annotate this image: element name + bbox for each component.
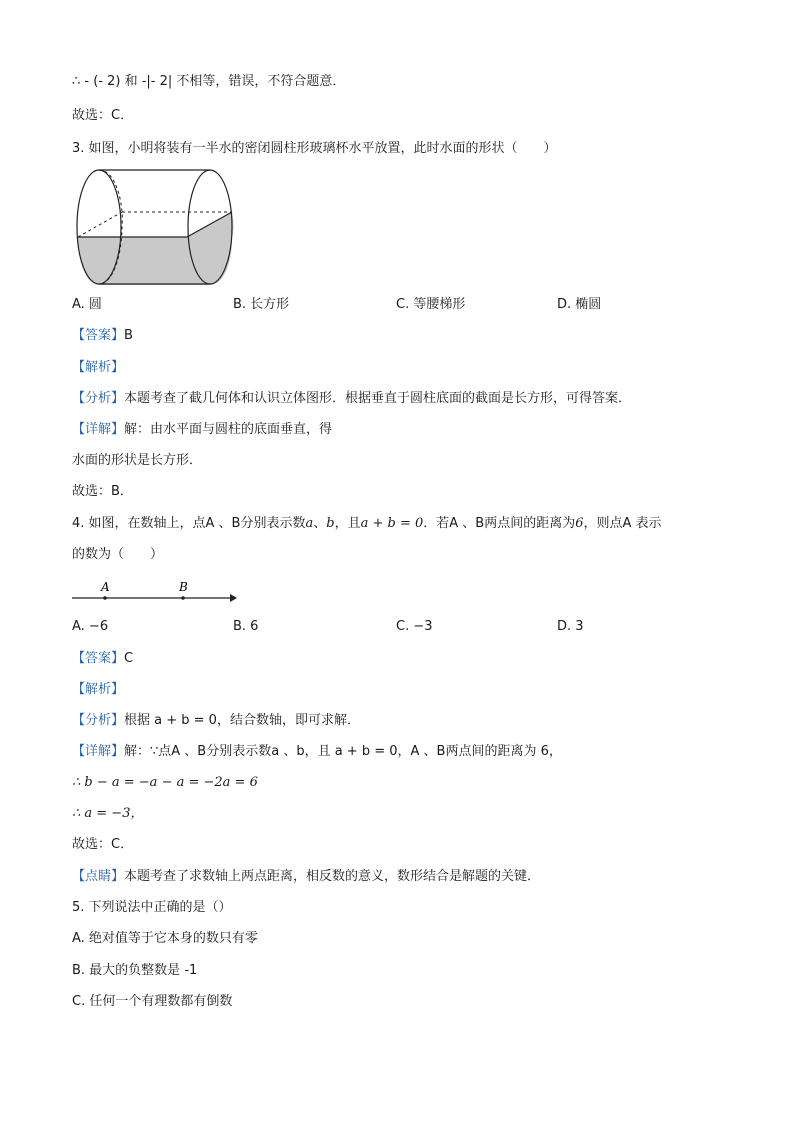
analysis-tag: 【分析】 bbox=[72, 713, 125, 728]
detail-text: 解：由水平面与圆柱的底面垂直，得 bbox=[124, 422, 333, 437]
q4-text-4: ．若A 、B两点间的距离为 bbox=[423, 516, 576, 531]
q5-option-a: A. 绝对值等于它本身的数只有零 bbox=[72, 931, 258, 946]
analysis-text: 本题考查了截几何体和认识立体图形．根据垂直于圆柱底面的截面是长方形，可得答案． bbox=[124, 391, 632, 406]
detail-tag: 【详解】 bbox=[72, 422, 125, 437]
q4-equation-2: ∴ a = −3， bbox=[72, 806, 144, 821]
analysis-text: 根据 a + b = 0，结合数轴，即可求解． bbox=[124, 713, 360, 728]
q3-stem: 3. 如图，小明将装有一半水的密闭圆柱形玻璃杯水平放置，此时水面的形状（ ） bbox=[72, 141, 557, 156]
q4-analysis bbox=[72, 712, 360, 730]
q4-answer bbox=[72, 650, 133, 668]
analysis-tag: 【分析】 bbox=[72, 391, 125, 406]
prev-choice: 故选：C． bbox=[72, 108, 134, 123]
q3-detail-line2: 水面的形状是长方形． bbox=[72, 453, 203, 468]
q4-number-line bbox=[70, 578, 240, 606]
answer-tag: 【答案】 bbox=[72, 328, 125, 343]
axis-arrow-icon bbox=[230, 594, 237, 602]
q5-option-c: C. 任何一个有理数都有倒数 bbox=[72, 994, 233, 1009]
right-end-ellipse bbox=[188, 170, 232, 284]
detail-tag: 【详解】 bbox=[72, 744, 125, 759]
q4-text-2: 、 bbox=[313, 516, 327, 531]
point-a-label: A bbox=[101, 580, 110, 594]
q5-option-b: B. 最大的负整数是 -1 bbox=[72, 963, 198, 978]
q4-text-5: ，则点A 表示 bbox=[583, 516, 662, 531]
q4-equation: a + b = 0 bbox=[360, 516, 424, 531]
q3-option-d: D. 椭圆 bbox=[557, 297, 602, 312]
q3-option-a: A. 圆 bbox=[72, 297, 102, 312]
q3-option-c: C. 等腰梯形 bbox=[396, 297, 466, 312]
q3-option-b: B. 长方形 bbox=[233, 297, 290, 312]
water-left-edge bbox=[78, 212, 122, 237]
point-b-label: B bbox=[179, 580, 188, 594]
q4-text-3: ，且 bbox=[334, 516, 361, 531]
q3-answer bbox=[72, 327, 133, 345]
q3-choice: 故选：B． bbox=[72, 484, 133, 499]
q4-var-b: b bbox=[326, 516, 335, 531]
q4-text-1: 4. 如图，在数轴上，点A 、B分别表示数 bbox=[72, 516, 306, 531]
answer-tag: 【答案】 bbox=[72, 651, 125, 666]
q4-stem bbox=[72, 515, 662, 533]
q3-detail bbox=[72, 421, 332, 439]
q4-option-a: A. −6 bbox=[72, 619, 109, 634]
q4-var-a: a bbox=[305, 516, 314, 531]
q3-analysis bbox=[72, 390, 631, 408]
q4-choice: 故选：C． bbox=[72, 837, 134, 852]
answer-value: C bbox=[124, 651, 134, 666]
q4-distance: 6 bbox=[575, 516, 584, 531]
q3-cylinder-figure bbox=[72, 167, 242, 289]
q4-equation-1: ∴ b − a = −a − a = −2a = 6 bbox=[72, 775, 258, 790]
q4-remark bbox=[72, 868, 540, 886]
q4-option-d: D. 3 bbox=[557, 619, 584, 634]
remark-tag: 【点睛】 bbox=[72, 869, 125, 884]
q4-option-b: B. 6 bbox=[233, 619, 259, 634]
detail-text: 解：∵点A 、B分别表示数a 、b，且 a + b = 0，A 、B两点间的距离为 6， bbox=[124, 744, 562, 759]
q4-detail bbox=[72, 743, 562, 761]
q5-stem: 5. 下列说法中正确的是（） bbox=[72, 900, 232, 915]
q4-stem-line2: 的数为（ ） bbox=[72, 547, 164, 562]
answer-value: B bbox=[124, 328, 133, 343]
q3-jiexi-tag: 【解析】 bbox=[72, 360, 125, 375]
remark-text: 本题考查了求数轴上两点距离，相反数的意义，数形结合是解题的关键． bbox=[124, 869, 541, 884]
q4-jiexi-tag: 【解析】 bbox=[72, 682, 125, 697]
point-a-dot bbox=[103, 596, 107, 600]
point-b-dot bbox=[181, 596, 185, 600]
q4-option-c: C. −3 bbox=[396, 619, 433, 634]
prev-conclusion: ∴ - (- 2) 和 -|- 2| 不相等，错误，不符合题意． bbox=[72, 74, 346, 89]
